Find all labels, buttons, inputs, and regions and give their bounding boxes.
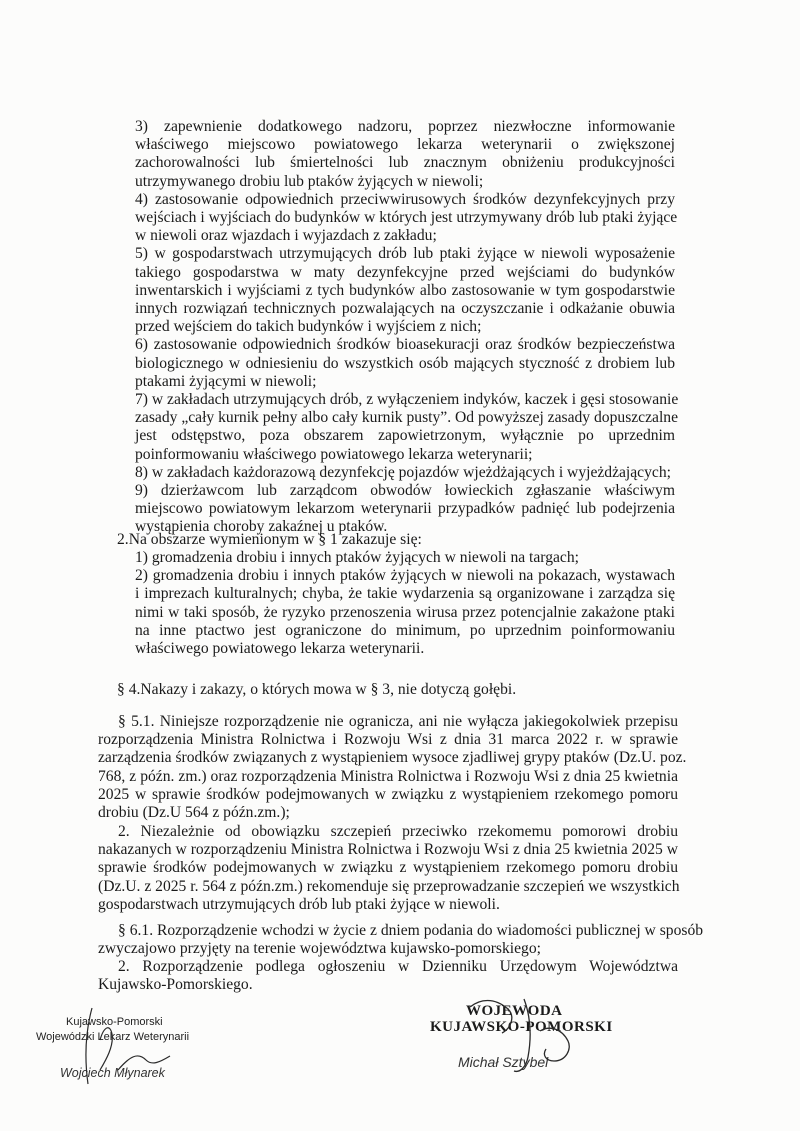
text-line: 1) gromadzenia drobiu i innych ptaków żyjących w niewoli na targach; <box>135 549 579 566</box>
text-line: 2) gromadzenia drobiu i innych ptaków żyjących w niewoli na pokazach, wystawach <box>135 567 675 585</box>
text-line: jest odstępstwo, poza obszarem zapowietrzonym, wyłącznie po uprzednim <box>135 427 675 445</box>
text-line: drobiu (Dz.U 564 z późn.zm.); <box>98 804 290 822</box>
text-line: nakazanych w rozporządzeniu Ministra Rolnictwa i Rozwoju Wsi z dnia 25 kwietnia 2025 w <box>98 841 678 859</box>
text-line: 3) zapewnienie dodatkowego nadzoru, poprzez niezwłoczne informowanie <box>135 118 675 135</box>
text-line: i imprezach kulturalnych; chyba, że takie wydarzenia są organizowane i zarządza się <box>135 585 675 603</box>
section3-item-1 <box>135 118 675 191</box>
section3-item-3 <box>135 245 675 336</box>
text-line: rozporządzenia Ministra Rolnictwa i Rozwoju Wsi z dnia 31 marca 2022 r. w sprawie <box>98 731 678 749</box>
section3-item-4 <box>135 336 675 391</box>
text-line: 2025 w sprawie środków podejmowanych w związku z wystąpieniem rzekomego pomoru <box>98 785 678 803</box>
signature-right-handwriting <box>450 985 590 1080</box>
signature-right-title-1: WOJEWODA <box>466 1003 563 1019</box>
text-line: 5) w gospodarstwach utrzymujących drób lub ptaki żyjące w niewoli wyposażenie <box>135 245 675 263</box>
text-line: właściwego miejscowo powiatowego lekarza weterynarii o zwiększonej <box>135 136 675 154</box>
text-line: utrzymywanego drobiu lub ptaków żyjących w niewoli; <box>135 172 484 190</box>
text-line: na inne ptactwo jest ograniczone do minimum, po uprzednim poinformowaniu <box>135 621 675 639</box>
text-line: w niewoli oraz wjazdach i wyjazdach z zakładu; <box>135 227 437 245</box>
section3-point2-item-1 <box>135 549 675 567</box>
section3-items <box>135 118 679 537</box>
text-line: miejscowo powiatowym lekarzom weterynarii przypadków padnięć lub podejrzenia <box>135 500 675 518</box>
signature-left-name: Wojciech Młynarek <box>60 1066 165 1080</box>
text-line: 2. Rozporządzenie podlega ogłoszeniu w Dzienniku Urzędowym Województwa <box>118 958 678 975</box>
text-line: właściwego powiatowego lekarza weterynarii. <box>135 640 425 658</box>
text-line: 8) w zakładach każdorazową dezynfekcję pojazdów wjeżdżających i wyjeżdżających; <box>135 463 671 481</box>
text-line: Kujawsko-Pomorskiego. <box>98 976 253 994</box>
text-line: § 5.1. Niniejsze rozporządzenie nie ogranicza, ani nie wyłącza jakiegokolwiek przepisu <box>118 713 678 730</box>
text-line: ptakami żyjącymi w niewoli; <box>135 372 317 390</box>
text-line: wejściach i wyjściach do budynków w których jest utrzymywany drób lub ptaki żyjące <box>135 209 678 227</box>
section3-item-6 <box>135 464 675 482</box>
text-line: 768, z późn. zm.) oraz rozporządzenia Ministra Rolnictwa i Rozwoju Wsi z dnia 25 kwietnia <box>98 767 678 785</box>
text-line: innych rozwiązań technicznych pozwalających na oczyszczanie i odkażanie obuwia <box>135 300 675 318</box>
text-line: zarządzenia środków związanych z wystąpieniem wysoce zjadliwej grypy ptaków (Dz.U. poz. <box>98 749 687 767</box>
section3-item-5 <box>135 391 679 464</box>
text-line: wystąpienia choroby zakaźnej u ptaków. <box>135 518 388 536</box>
text-line: § 6.1. Rozporządzenie wchodzi w życie z dniem podania do wiadomości publicznej w sposób <box>118 922 704 939</box>
signature-left-title-1: Kujawsko-Pomorski <box>66 1016 163 1028</box>
text-line: takiego gospodarstwa w maty dezynfekcyjne przed wejściami do budynków <box>135 263 675 281</box>
text-line: zasady „cały kurnik pełny albo cały kurnik pusty”. Od powyższej zasady dopuszczalne <box>135 409 678 427</box>
section5-paragraph-2 <box>98 823 678 914</box>
text-line: inwentarskich i wyjściami z tych budynków albo zastosowanie w tym gospodarstwie <box>135 281 675 299</box>
section6-paragraph-1 <box>98 922 704 958</box>
text-line: sprawie środków podejmowanych w związku z wystąpieniem rzekomego pomoru drobiu <box>98 859 678 877</box>
text-line: zachorowalności lub śmiertelności lub znacznym obniżeniu produkcyjności <box>135 154 675 172</box>
text-line: gospodarstwach utrzymujących drób lub ptaki żyjące w niewoli. <box>98 895 500 913</box>
section6-paragraph-2 <box>98 958 678 994</box>
text-line: biologicznego w odniesieniu do wszystkich osób mających styczność z drobiem lub <box>135 354 675 372</box>
section3-point2-intro: 2.Na obszarze wymienionym w § 1 zakazuje się: <box>117 531 422 548</box>
text-line: poinformowaniu właściwego powiatowego lekarza weterynarii; <box>135 445 533 463</box>
section4-paragraph: § 4.Nakazy i zakazy, o których mowa w § 3, nie dotyczą gołębi. <box>117 681 517 698</box>
section3-item-7 <box>135 482 675 537</box>
text-line: 7) w zakładach utrzymujących drób, z wyłączeniem indyków, kaczek i gęsi stosowanie <box>135 391 679 409</box>
text-line: 9) dzierżawcom lub zarządcom obwodów łowieckich zgłaszanie właściwym <box>135 482 675 500</box>
text-line: nimi w taki sposób, że ryzyko przenoszenia wirusa przez potencjalnie zakażone ptaki <box>135 603 675 621</box>
text-line: 2. Niezależnie od obowiązku szczepień przeciwko rzekomemu pomorowi drobiu <box>118 823 678 840</box>
section3-point2-items <box>135 549 675 658</box>
signature-left-title-2: Wojewódzki Lekarz Weterynarii <box>36 1031 190 1043</box>
signature-right-title-2: KUJAWSKO-POMORSKI <box>430 1019 613 1035</box>
section5-paragraph-1 <box>98 713 687 822</box>
section3-item-2 <box>135 190 678 246</box>
text-line: 6) zastosowanie odpowiednich środków bioasekuracji oraz środków bezpieczeństwa <box>135 336 675 354</box>
text-line: zwyczajowo przyjęty na terenie województwa kujawsko-pomorskiego; <box>98 940 541 958</box>
text-line: przed wejściem do takich budynków i wyjściem z nich; <box>135 318 482 336</box>
section3-point2-item-2 <box>135 567 675 658</box>
signature-left-handwriting <box>60 1000 190 1095</box>
signature-right-name: Michał Sztybel <box>458 1054 549 1070</box>
text-line: (Dz.U. z 2025 r. 564 z późn.zm.) rekomenduje się przeprowadzanie szczepień we wszystkich <box>98 877 680 895</box>
text-line: 4) zastosowanie odpowiednich przeciwwirusowych środków dezynfekcyjnych przy <box>135 190 675 208</box>
